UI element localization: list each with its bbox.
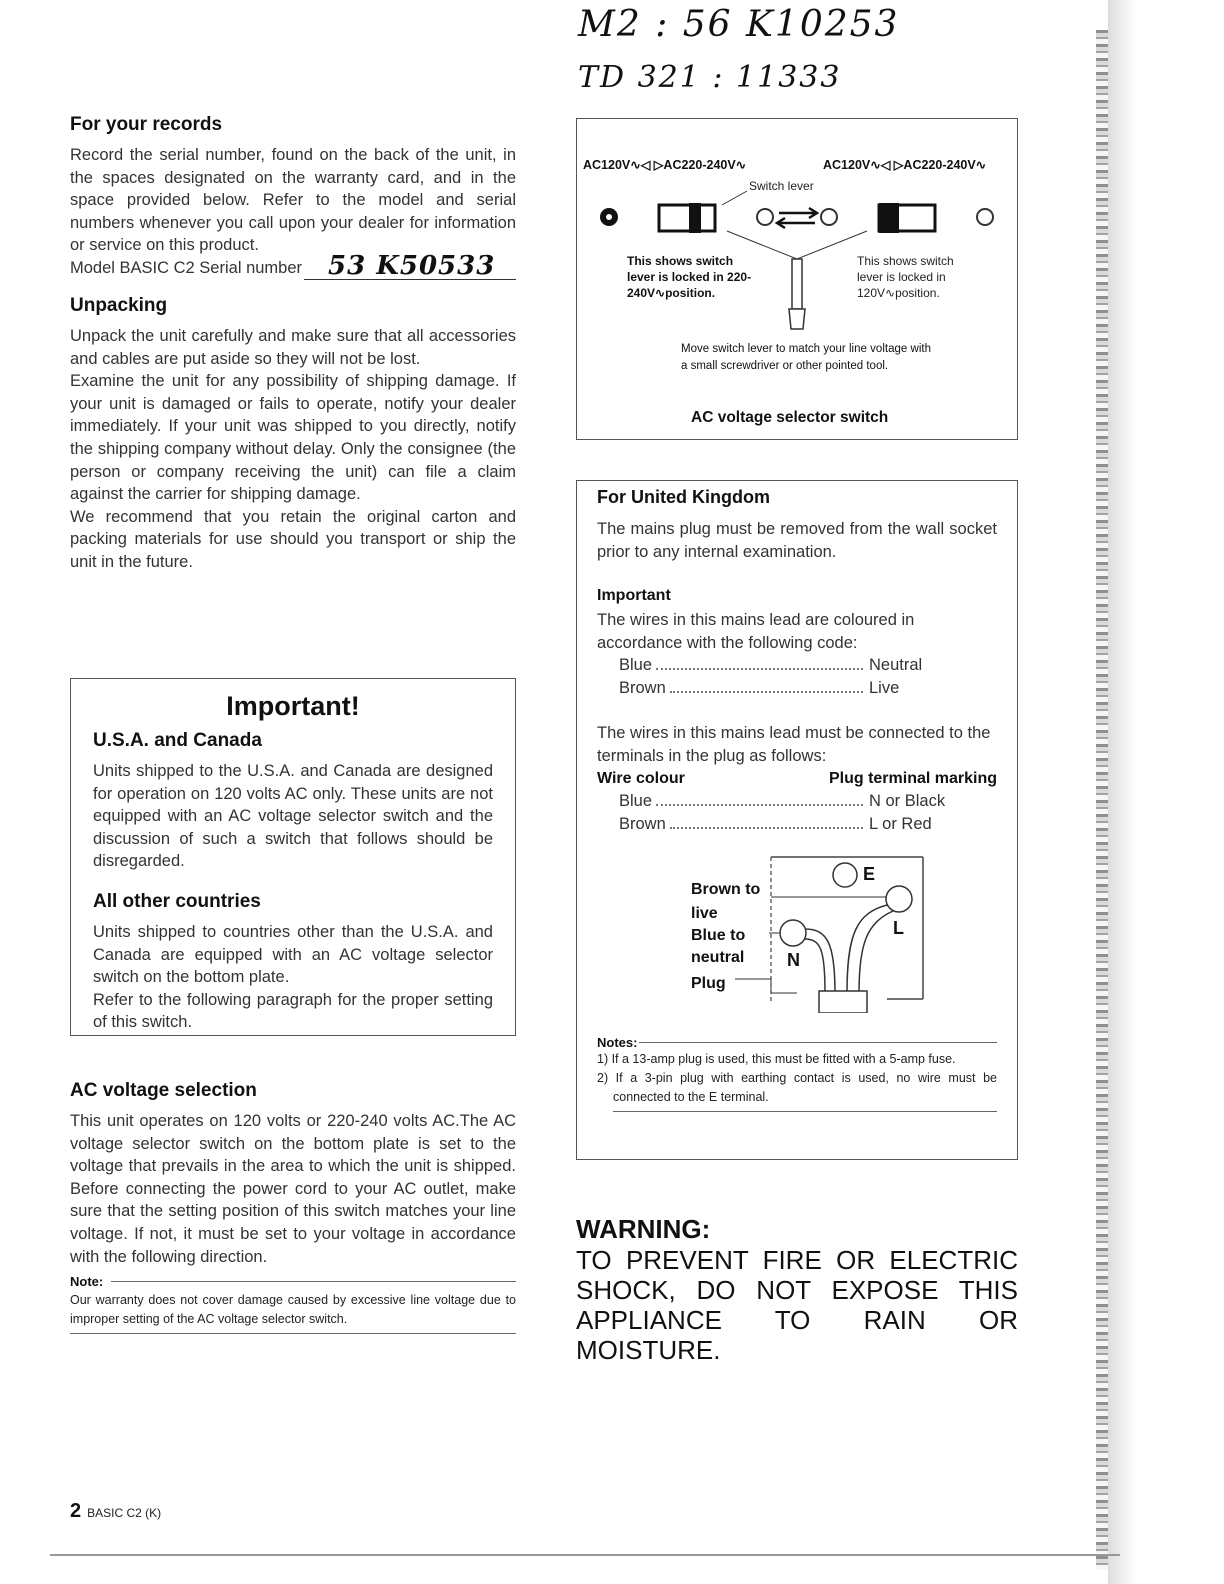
- terminal-row: [619, 813, 997, 836]
- live-label: live: [691, 905, 718, 922]
- screw-right-icon: [977, 209, 993, 225]
- important-box: [70, 678, 516, 1036]
- switch-lever-pointer: [722, 191, 747, 205]
- uk-title: For United Kingdom: [597, 487, 770, 507]
- ac-note-label: Note:: [70, 1274, 104, 1290]
- notes-end-rule: [613, 1111, 997, 1112]
- code-table: [597, 654, 997, 700]
- code-value: Live: [869, 679, 900, 698]
- right-switch-caption: This shows switch lever is locked in 120V∿position.: [857, 254, 954, 300]
- scan-edge-shadow: [1108, 0, 1178, 1584]
- right-voltage-label: AC120V∿◁ ▷AC220-240V∿: [823, 158, 987, 172]
- footer-model: BASIC C2 (K): [87, 1506, 162, 1520]
- handwritten-note-2: TD 321 : 11333: [578, 60, 842, 95]
- n-label: N: [787, 950, 800, 970]
- uk-important-title: Important: [597, 587, 671, 605]
- move-switch-text: Move switch lever to match your line voltage with a small screwdriver or other pointed tool.: [681, 343, 931, 372]
- blue-to-label: Blue to: [691, 927, 746, 944]
- note-1: 1) If a 13-amp plug is used, this must be fitted with a 5-amp fuse.: [597, 1052, 956, 1066]
- important-title: Important!: [226, 691, 360, 721]
- switch-caption: AC voltage selector switch: [691, 409, 889, 426]
- code-row: [619, 654, 997, 677]
- unpacking-p3: We recommend that you retain the original carton and packing materials for use should you transport or ship the unit in the future.: [70, 507, 516, 571]
- serial-field: [304, 250, 516, 281]
- switch-diagram-box: [576, 118, 1018, 440]
- left-switch-caption: This shows switch lever is locked in 220-240V∿position.: [627, 254, 752, 300]
- other-text-1: Units shipped to countries other than the U.S.A. and Canada are equipped with an AC voltage selector switch on the bottom plate.: [93, 922, 493, 987]
- ac-selection-text: This unit operates on 120 volts or 220-240 volts AC.The AC voltage selector switch on the bottom plate is set to the voltage that prevails in the area to which the unit is shipped. Before connecting the power cord to your AC outlet, make sure that the setting position of this switch matches your line voltage. If not, it must be set to your voltage in accordance with the following direction.: [70, 1112, 516, 1266]
- records-title: For your records: [70, 114, 223, 135]
- col-wire-header: Wire colour: [597, 769, 685, 787]
- unpacking-p2: Examine the unit for any possibility of shipping damage. If your unit is damaged or fails to operate, notify your dealer immediately. If your unit was shipped to you directly, notify the shipping company without delay. Only the consignee (the person or company receiving the unit) can file a claim against the carrier for shipping damage.: [70, 372, 516, 504]
- terminal-value: N or Black: [869, 791, 946, 810]
- uk-notes: [597, 1035, 997, 1112]
- screw-mid-right-icon: [821, 209, 837, 225]
- ac-selection-title: AC voltage selection: [70, 1080, 257, 1101]
- warning-title: WARNING:: [576, 1214, 711, 1244]
- scan-edge: [1096, 30, 1108, 1570]
- serial-handwritten: 53 K50533: [328, 250, 496, 281]
- terminal-n-icon: [780, 920, 806, 946]
- code-wire: Blue: [619, 656, 653, 675]
- page-footer: [70, 1500, 161, 1523]
- col-plug-header: Plug terminal marking: [828, 769, 997, 787]
- page-number: 2: [70, 1500, 82, 1522]
- unpacking-p1: Unpack the unit carefully and make sure that all accessories and cables are put aside so they will not be lost.: [70, 327, 516, 368]
- switch-left: [659, 205, 715, 231]
- e-label: E: [863, 864, 876, 884]
- brown-to-label: Brown to: [691, 881, 761, 898]
- terminal-table: [597, 790, 997, 836]
- terminal-header: [597, 768, 997, 790]
- unpacking-section: [70, 295, 516, 574]
- code-row: [619, 677, 997, 700]
- left-voltage-label: AC120V∿◁ ▷AC220-240V∿: [583, 158, 747, 172]
- code-wire: Brown: [619, 679, 666, 698]
- ac-note-end-rule: [70, 1333, 516, 1334]
- notes-rule: [639, 1042, 997, 1043]
- usa-text: Units shipped to the U.S.A. and Canada are designed for operation on 120 volts AC only. These units are not equipped with an AC voltage selector switch and the discussion of such a switch that follows should be disregarded.: [93, 762, 493, 871]
- records-section: [70, 114, 516, 280]
- warning-text: TO PREVENT FIRE OR ELECTRIC SHOCK, DO NOT EXPOSE THIS APPLIANCE TO RAIN OR MOISTURE.: [576, 1245, 1018, 1365]
- cable-sheath: [819, 991, 867, 1013]
- terminal-l-icon: [886, 886, 912, 912]
- code-value: Neutral: [869, 656, 923, 675]
- uk-intro: The mains plug must be removed from the wall socket prior to any internal examination.: [597, 520, 997, 561]
- unpacking-title: Unpacking: [70, 295, 168, 316]
- note-2: 2) If a 3-pin plug with earthing contact is used, no wire must be connected to the E terminal.: [597, 1071, 997, 1104]
- terminal-row: [619, 790, 997, 813]
- other-text-2: Refer to the following paragraph for the proper setting of this switch.: [93, 990, 493, 1032]
- uk-code-text: The wires in this mains lead are coloured in accordance with the following code:: [597, 611, 915, 652]
- model-label: Model BASIC C2 Serial number: [70, 259, 303, 278]
- terminal-wire: Blue: [619, 791, 653, 810]
- serial-row: [70, 250, 516, 281]
- other-title: All other countries: [93, 890, 261, 912]
- notes-label: Notes:: [597, 1035, 638, 1050]
- scan-bottom-line: [50, 1554, 1120, 1556]
- usa-title: U.S.A. and Canada: [93, 730, 262, 751]
- plug-diagram: [687, 853, 927, 1013]
- switch-arrows-icon: [777, 208, 817, 228]
- screw-mid-left-icon: [757, 209, 773, 225]
- terminal-e-icon: [833, 863, 857, 887]
- warning-section: [576, 1214, 1018, 1365]
- handwritten-note-1: M2 : 56 K10253: [578, 4, 900, 45]
- switch-lever-label: Switch lever: [749, 179, 814, 193]
- ac-note-text: Our warranty does not cover damage caused by excessive line voltage due to improper setting of the AC voltage selector switch.: [70, 1293, 516, 1327]
- l-label: L: [893, 918, 904, 938]
- terminal-value: L or Red: [869, 814, 932, 833]
- neutral-label: neutral: [691, 949, 745, 966]
- records-text: Record the serial number, found on the back of the unit, in the spaces designated on the warranty card, and in the space provided below. Refer to the model and serial numbers whenever you call upon your dealer for information or service on this product.: [70, 146, 516, 255]
- ac-selection-section: [70, 1080, 516, 1334]
- uk-box: [576, 480, 1018, 1160]
- plug-label: Plug: [691, 975, 726, 992]
- ac-note-rule: [111, 1281, 516, 1282]
- uk-connect-text: The wires in this mains lead must be connected to the terminals in the plug as follows:: [597, 724, 991, 765]
- terminal-wire: Brown: [619, 814, 666, 833]
- screwdriver-icon: [792, 259, 802, 309]
